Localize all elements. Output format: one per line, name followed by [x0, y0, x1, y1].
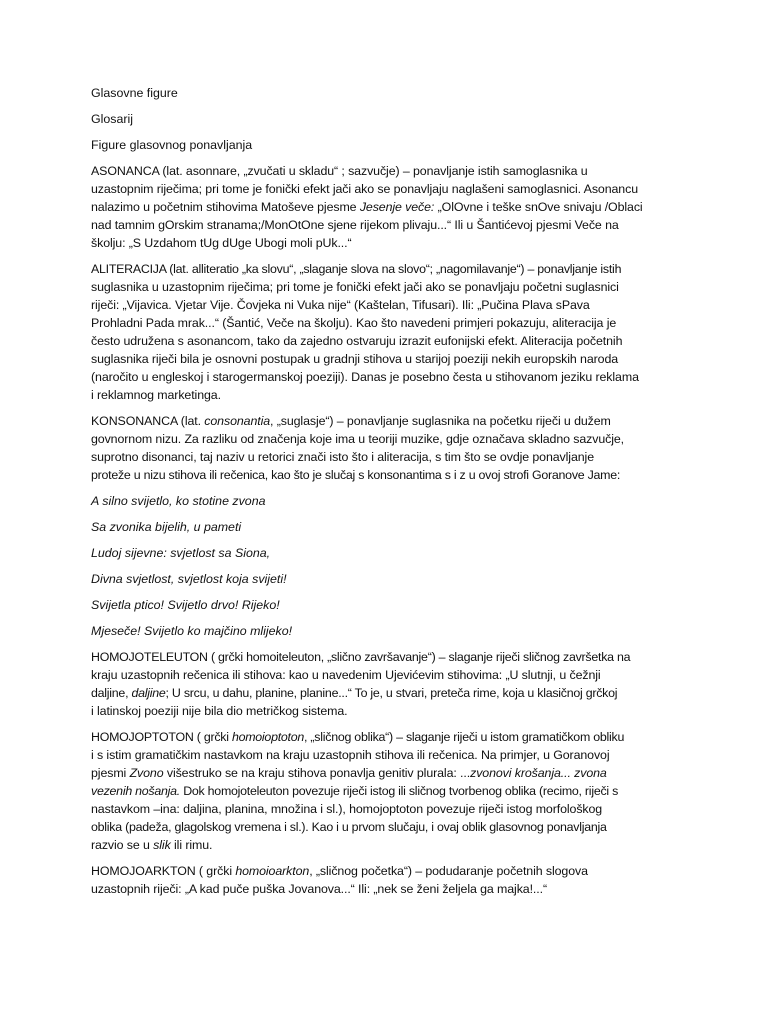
text-line: ASONANCA (lat. asonnare, „zvučati u skladu“ ; sazvučje) – ponavljanje istih samoglasnika u — [91, 164, 588, 178]
heading-glosarij: Glosarij — [91, 112, 133, 126]
text-line: školju: „S Uzdahom tUg dUge Ubogi moli pUk...“ — [91, 236, 352, 250]
poem-line: Sa zvonika bijelih, u pameti — [91, 520, 242, 534]
text-line: oblika (padeža, glagolskog vremena i sl.). Kao i u prvom slučaju, i ovaj oblik glasovnog ponavljanja — [91, 820, 607, 834]
paragraph-homojoteleuton — [91, 648, 688, 720]
text-line: i reklamnog marketinga. — [91, 388, 221, 402]
term-asonanca: ASONANCA — [91, 164, 160, 178]
text-line: KONSONANCA (lat. consonantia, „suglasje“) – ponavljanje suglasnika na početku riječi u dužem — [91, 414, 611, 428]
poem-line: Mjeseče! Svijetlo ko majčino mlijeko! — [91, 624, 293, 638]
poem-line: Svijetla ptico! Svijetlo drvo! Rijeko! — [91, 598, 280, 612]
term-homojoarkton: HOMOJOARKTON — [91, 864, 196, 878]
paragraph-homojoarkton — [91, 862, 688, 898]
text-line: uzastopnim riječima; pri tome je fonički efekt jači ako se ponavljaju naglašeni samoglasnici. Asonancu — [91, 182, 638, 196]
text-line: često udružena s asonancom, tako da zajedno ostvaruju izrazit eufonijski efekt. Aliteracija početnih — [91, 334, 623, 348]
text-line: i latinskoj poeziji nije bila dio metričkog sistema. — [91, 704, 348, 718]
text-line: nastavkom –ina: daljina, planina, množina i sl.), homojoptoton povezuje riječi istog morfološkog — [91, 802, 603, 816]
text-line: daljine, daljine; U srcu, u dahu, planine, planine...“ To je, u stvari, preteča rime, koja u klasičnoj grčkoj — [91, 686, 618, 700]
term-konsonanca: KONSONANCA — [91, 414, 178, 428]
text-line: HOMOJOPTOTON ( grčki homoioptoton, „sličnog oblika“) – slaganje riječi u istom gramatičkom obliku — [91, 730, 625, 744]
text-line: uzastopnih riječi: „A kad puče puška Jovanova...“ Ili: „nek se ženi željela ga majka!...“ — [91, 882, 547, 896]
text-line: nad tamnim gOrskim stranama;/MonOtOne sjene rijekom plivaju...“ Ili u Šantićevoj pjesmi Veče na — [91, 218, 619, 232]
text-line: suprotno disonanci, taj naziv u retorici znači isto što i aliteracija, s tim što se ovdje ponavljanje — [91, 450, 594, 464]
poem-line: Ludoj sijevne: svjetlost sa Siona, — [91, 546, 271, 560]
text-line: i s istim gramatičkim nastavkom na kraju uzastopnih stihova ili rečenica. Na primjer, u Goranovoj — [91, 748, 610, 762]
poem-line: Divna svjetlost, svjetlost koja svijeti! — [91, 572, 287, 586]
heading-glasovne-figure: Glasovne figure — [91, 86, 178, 100]
text-line: kraju uzastopnih rečenica ili stihova: kao u navedenim Ujevićevim stihovima: „U slutnji, u čežnji — [91, 668, 601, 682]
text-line: govnornom nizu. Za razliku od značenja koje ima u teoriji muzike, gdje označava skladno sazvučje, — [91, 432, 625, 446]
paragraph-asonanca — [91, 162, 688, 252]
paragraph-aliteracija — [91, 260, 688, 404]
paragraph-homojoptoton — [91, 728, 688, 854]
text-line: (naročito u engleskoj i starogermanskoj poeziji). Danas je posebno česta u stihovanom jeziku reklama — [91, 370, 639, 384]
text-line: pjesmi Zvono višestruko se na kraju stihova ponavlja genitiv plurala: ...zvonovi krošanja... zvona — [91, 766, 607, 780]
term-homojoptoton: HOMOJOPTOTON — [91, 730, 194, 744]
text-line: riječi: „Vijavica. Vjetar Vije. Čovjeka ni Vuka nije“ (Kaštelan, Tifusari). Ili: „Pučina Plava sPava — [91, 298, 590, 312]
text-line: Prohladni Pada mrak...“ (Šantić, Veče na školju). Kao što navedeni primjeri pokazuju, aliteracija je — [91, 316, 617, 330]
text-line: nalazimo u početnim stihovima Matoševe pjesme Jesenje veče: „OlOvne i teške snOve snivaju /Oblaci — [91, 200, 643, 214]
text-line: suglasnika riječi bila je osnovni postupak u gradnji stihova u starijoj poeziji nekih europskih naroda — [91, 352, 619, 366]
term-homojoteleuton: HOMOJOTELEUTON — [91, 650, 208, 664]
text-line: proteže u nizu stihova ili rečenica, kao što je slučaj s konsonantima s i z u ovoj strofi Goranove Jame: — [91, 468, 621, 482]
text-line: HOMOJOARKTON ( grčki homoioarkton, „sličnog početka“) – podudaranje početnih slogova — [91, 864, 588, 878]
text-line: HOMOJOTELEUTON ( grčki homoiteleuton, „slično završavanje“) – slaganje riječi sličnog završetka na — [91, 650, 631, 664]
heading-figure-glasovnog-ponavljanja: Figure glasovnog ponavljanja — [91, 138, 253, 152]
text-line: ALITERACIJA (lat. alliteratio „ka slovu“, „slaganje slova na slovo“; „nagomilavanje“) – ponavljanje istih — [91, 262, 622, 276]
poem-line: A silno svijetlo, ko stotine zvona — [91, 494, 266, 508]
text-line: vezenih nošanja. Dok homojoteleuton povezuje riječi istog ili sličnog tvorbenog oblika (recimo, riječi s — [91, 784, 619, 798]
paragraph-konsonanca — [91, 412, 688, 484]
text-line: razvio se u slik ili rimu. — [91, 838, 213, 852]
text-line: suglasnika u uzastopnim riječima; pri tome je fonički efekt jači ako se ponavljaju početni suglasnici — [91, 280, 619, 294]
term-aliteracija: ALITERACIJA — [91, 262, 167, 276]
